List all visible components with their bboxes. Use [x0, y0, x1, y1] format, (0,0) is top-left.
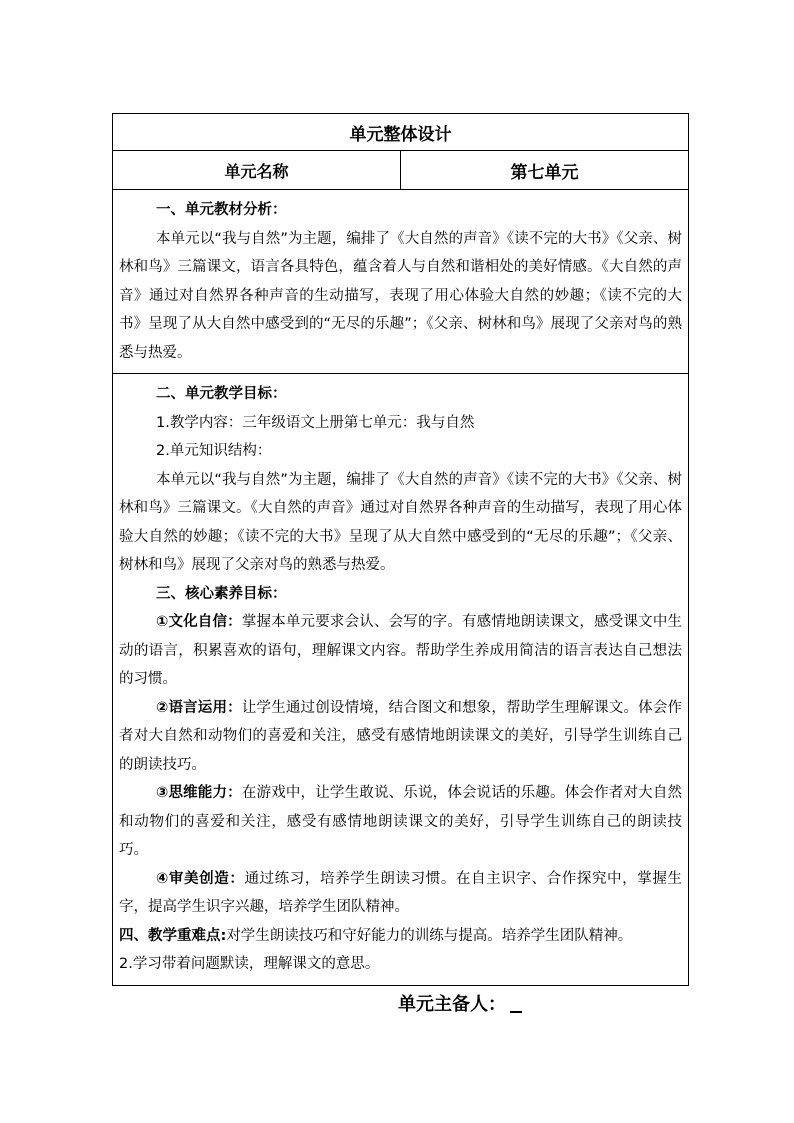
section-teaching-goals — [113, 374, 689, 986]
section4-label: 四、教学重难点: — [119, 927, 227, 944]
goal-label: ④审美创造： — [156, 870, 245, 887]
section3-heading: 三、核心素养目标： — [156, 585, 287, 602]
unit-name-value: 第七单元 — [401, 151, 689, 190]
goal-label: ②语言运用： — [156, 699, 242, 716]
section2-body: 本单元以“我与自然”为主题，编排了《大自然的声音》《读不完的大书》《父亲、树林和鸟》三篇课文。《大自然的声音》通过对自然界各种声音的生动描写，表现了用心体验大自然的妙趣；《读不完的大书》呈现了从大自然中感受到的“无尽的乐趣”；《父亲、树林和鸟》展现了父亲对鸟的熟悉与热爱。 — [119, 471, 682, 573]
unit-name-row — [113, 151, 689, 190]
goal-text: 通过练习，培养学生朗读习惯。在自主识字、合作探究中，掌握生字，提高学生识字兴趣，培养学生团队精神。 — [119, 870, 682, 915]
goal-language-use — [119, 694, 682, 780]
unit-preparer-label: 单元主备人： — [398, 994, 506, 1015]
table-title: 单元整体设计 — [113, 114, 689, 151]
unit-design-table — [112, 113, 689, 986]
goal-label: ③思维能力： — [156, 785, 242, 801]
unit-preparer-blank — [510, 993, 522, 1013]
section2-item1: 1.教学内容：三年级语文上册第七单元：我与自然 — [156, 414, 475, 431]
section-material-analysis — [113, 190, 689, 374]
goal-text: 在游戏中，让学生敢说、乐说，体会说话的乐趣。体会作者对大自然和动物们的喜爱和关注，感受有感情地朗读课文的美好，引导学生训练自己的朗读技巧。 — [119, 785, 682, 858]
goal-thinking-ability — [119, 779, 682, 865]
goal-text: 让学生通过创设情境，结合图文和想象，帮助学生理解课文。体会作者对大自然和动物们的喜爱和关注，感受有感情地朗读课文的美好，引导学生训练自己的朗读技巧。 — [119, 699, 682, 773]
section2-item2: 2.单元知识结构： — [156, 443, 272, 459]
goal-label: ①文化自信： — [156, 614, 242, 630]
goal-text: 掌握本单元要求会认、会写的字。有感情地朗读课文，感受课文中生动的语言，积累喜欢的语句，理解课文内容。帮助学生养成用简洁的语言表达自己想法的习惯。 — [119, 614, 682, 687]
section4-key-points — [119, 922, 682, 951]
section1-heading: 一、单元教材分析： — [156, 202, 287, 218]
section-material-analysis-row — [113, 190, 689, 374]
section2-heading: 二、单元教学目标： — [156, 386, 287, 402]
unit-name-label: 单元名称 — [113, 151, 401, 190]
section1-body: 本单元以“我与自然”为主题，编排了《大自然的声音》《读不完的大书》《父亲、树林和鸟》三篇课文，语言各具特色，蕴含着人与自然和谐相处的美好情感。《大自然的声音》通过对自然界各种声音的生动描写，表现了用心体验大自然的妙趣；《读不完的大书》呈现了从大自然中感受到的“无尽的乐趣”；《父亲、树林和鸟》展现了父亲对鸟的熟悉与热爱。 — [119, 230, 682, 361]
unit-preparer — [398, 990, 522, 1016]
goal-aesthetic-creation — [119, 865, 682, 922]
section4-text: 对学生朗读技巧和守好能力的训练与提高。培养学生团队精神。 — [226, 927, 633, 944]
goal-cultural-confidence — [119, 608, 682, 694]
title-row — [113, 114, 689, 151]
section-teaching-goals-row — [113, 374, 689, 986]
section4-item2: 2.学习带着问题默读，理解课文的意思。 — [119, 956, 380, 972]
